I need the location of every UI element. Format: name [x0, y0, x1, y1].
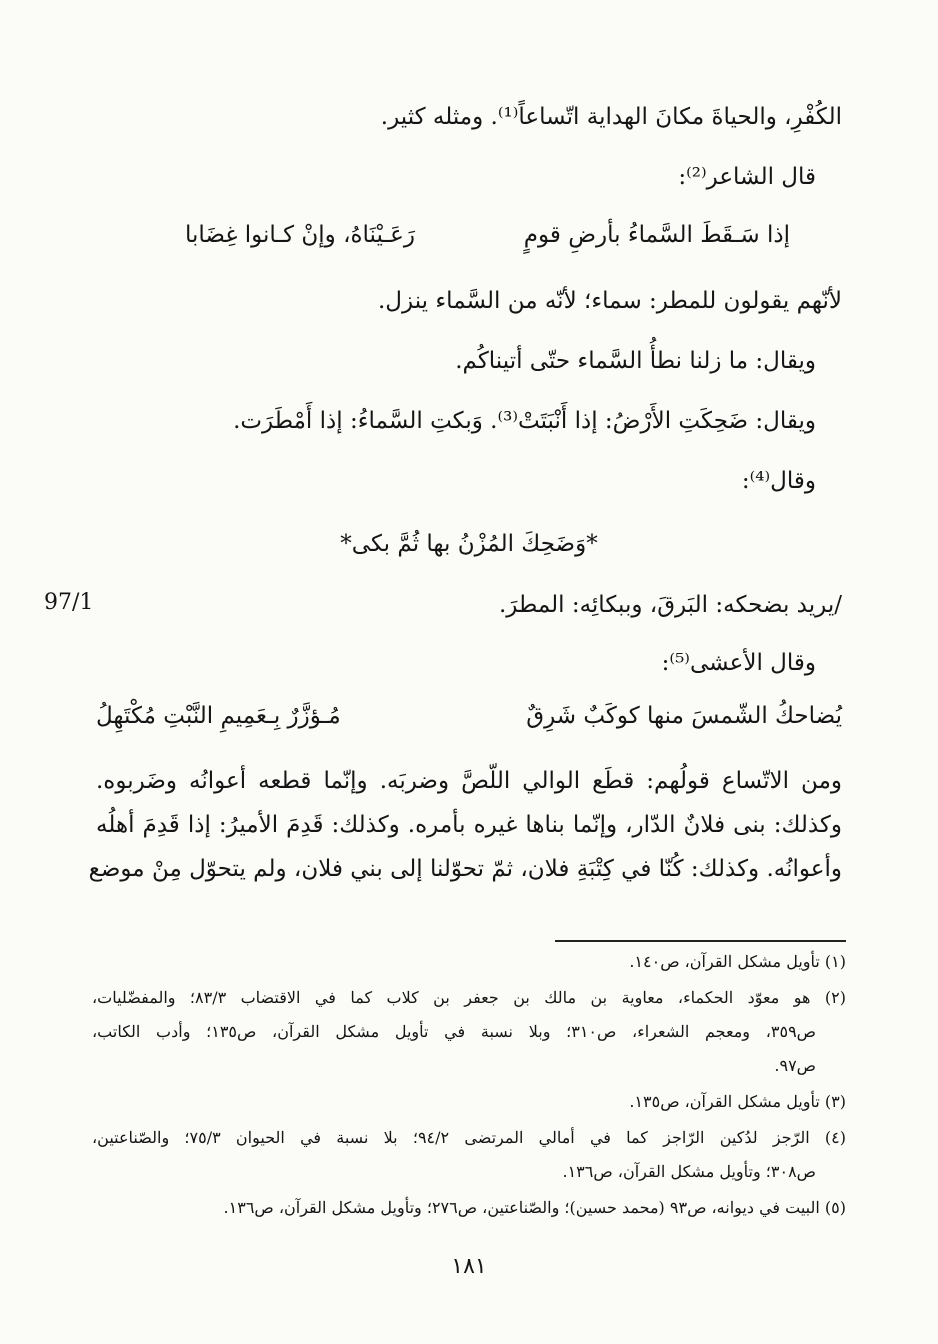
body-line-6: وقال⁽⁴⁾: — [741, 468, 816, 494]
footnote-4-line-1: (٤) الرّجز لدُكين الرّاجز كما في أمالي المرتضى ٩٤/٢؛ بلا نسبة في الحيوان ٧٥/٣؛ والصّناعتين، — [92, 1128, 847, 1147]
margin-reference: 97/1 — [44, 590, 94, 615]
body-line-5: ويقال: ضَحِكَتِ الأَرْضُ: إذا أَنْبَتَتْ⁽³⁾. وَبكتِ السَّماءُ: إذا أَمْطَرَت. — [233, 408, 816, 434]
footnote-5: (٥) البيت في ديوانه، ص٩٣ (محمد حسين)؛ والصّناعتين، ص٢٧٦؛ وتأويل مشكل القرآن، ص١٣٦. — [223, 1198, 846, 1217]
body-line-4: ويقال: ما زلنا نطأُ السَّماء حتّى أتيناكُم. — [455, 348, 816, 374]
verse-asterisk-open: * — [586, 531, 598, 557]
footnote-2-line-2: ص٣٥٩، ومعجم الشعراء، ص٣١٠؛ وبلا نسبة في تأويل مشكل القرآن، ص١٣٥؛ وأدب الكاتب، — [92, 1022, 817, 1041]
footnote-2-line-3: ص٩٧. — [774, 1056, 816, 1075]
body-line-10: وكذلك: بنى فلانٌ الدّار، وإنّما بناها غيره بأمره. وكذلك: قَدِمَ الأميرُ: إذا قَدِمَ أهلُه — [96, 812, 842, 838]
body-line-3: لأنّهم يقولون للمطر: سماء؛ لأنّه من السَّماء ينزل. — [378, 288, 842, 314]
body-line-1: الكُفْرِ، والحياةَ مكانَ الهداية اتّساعاً⁽¹⁾. ومثله كثير. — [380, 104, 842, 130]
footnote-separator — [555, 940, 846, 942]
verse-2-hemistich-2: مُـؤزَّرٌ بِـعَمِيمِ النَّبْتِ مُكْتَهِلُ — [96, 703, 341, 729]
verse-2-hemistich-1: يُضاحكُ الشّمسَ منها كوكَبٌ شَرِقٌ — [526, 703, 842, 729]
footnote-2-line-1: (٢) هو معوّد الحكماء، معاوية بن مالك بن جعفر بن كلاب كما في الاقتضاب ٨٣/٣؛ والمفضّليات، — [92, 988, 846, 1007]
body-line-11: وأعوانُه. وكذلك: كُنّا في كِتْبَةِ فلان، ثمّ تحوّلنا إلى بني فلان، ولم يتحوّل مِنْ موضع — [88, 856, 842, 882]
rajaz-verse — [0, 527, 938, 561]
body-line-7: /يريد بضحكه: البَرقَ، وببكائِه: المطرَ. — [498, 592, 842, 618]
page-number: ١٨١ — [451, 1254, 487, 1279]
verse-1-hemistich-2: رَعَـيْنَاهُ، وإنْ كـانوا غِضَابا — [185, 222, 416, 248]
footnote-4-line-2: ص٣٠٨؛ وتأويل مشكل القرآن، ص١٣٦. — [562, 1162, 816, 1181]
body-line-8: وقال الأعشى⁽⁵⁾: — [661, 650, 816, 676]
body-line-9: ومن الاتّساع قولُهم: قطَع الوالي اللّصَّ وضربَه. وإنّما قطعه أعوانُه وضَربوه. — [96, 768, 842, 794]
verse-asterisk-close: * — [340, 531, 352, 557]
footnote-1: (١) تأويل مشكل القرآن، ص١٤٠. — [629, 952, 846, 971]
body-line-2: قال الشاعر⁽²⁾: — [678, 164, 816, 190]
verse-1-hemistich-1: إذا سَـقَطَ السَّماءُ بأرضِ قومٍ — [523, 222, 790, 248]
footnote-3: (٣) تأويل مشكل القرآن، ص١٣٥. — [629, 1092, 846, 1111]
rajaz-verse-text: وَضَحِكَ المُزْنُ بها ثُمَّ بكى — [351, 531, 587, 557]
